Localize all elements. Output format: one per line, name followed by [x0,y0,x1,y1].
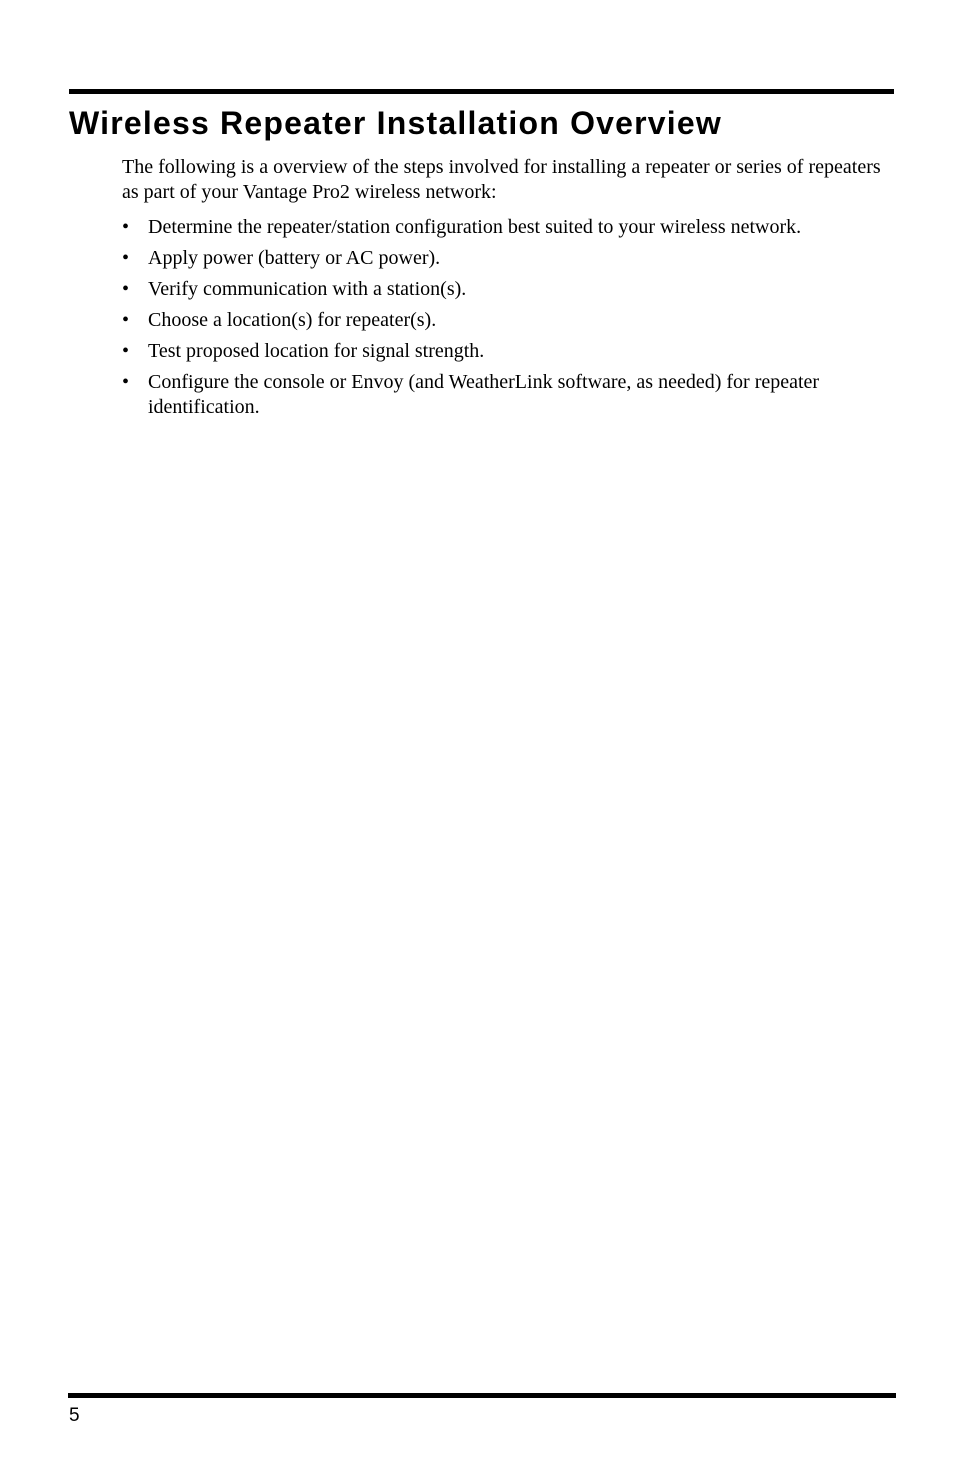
bullet-icon: • [122,371,130,393]
top-rule [69,89,894,94]
list-item-text: Choose a location(s) for repeater(s). [148,309,437,331]
page-number: 5 [69,1405,80,1426]
list-item [122,277,882,302]
list-item-text: Verify communication with a station(s). [148,278,467,300]
page-title: Wireless Repeater Installation Overview [69,105,722,141]
list-item [122,339,882,364]
intro-paragraph: The following is a overview of the steps involved for installing a repeater or series of repeaters as part of your Vantage Pro2 wireless network: [122,156,881,203]
steps-list [122,215,882,420]
list-item-text: Determine the repeater/station configuration best suited to your wireless network. [148,216,802,238]
list-item-text: Test proposed location for signal strength. [148,340,485,362]
bullet-icon: • [122,309,130,331]
list-item-text: Apply power (battery or AC power). [148,247,441,269]
bullet-icon: • [122,216,130,238]
list-item-text: Configure the console or Envoy (and WeatherLink software, as needed) for repeater identification. [148,371,820,418]
bullet-icon: • [122,340,130,362]
page-content [122,155,882,426]
bottom-rule [68,1393,896,1398]
list-item [122,215,882,240]
list-item [122,308,882,333]
bullet-icon: • [122,278,130,300]
list-item [122,246,882,271]
list-item [122,370,882,420]
bullet-icon: • [122,247,130,269]
